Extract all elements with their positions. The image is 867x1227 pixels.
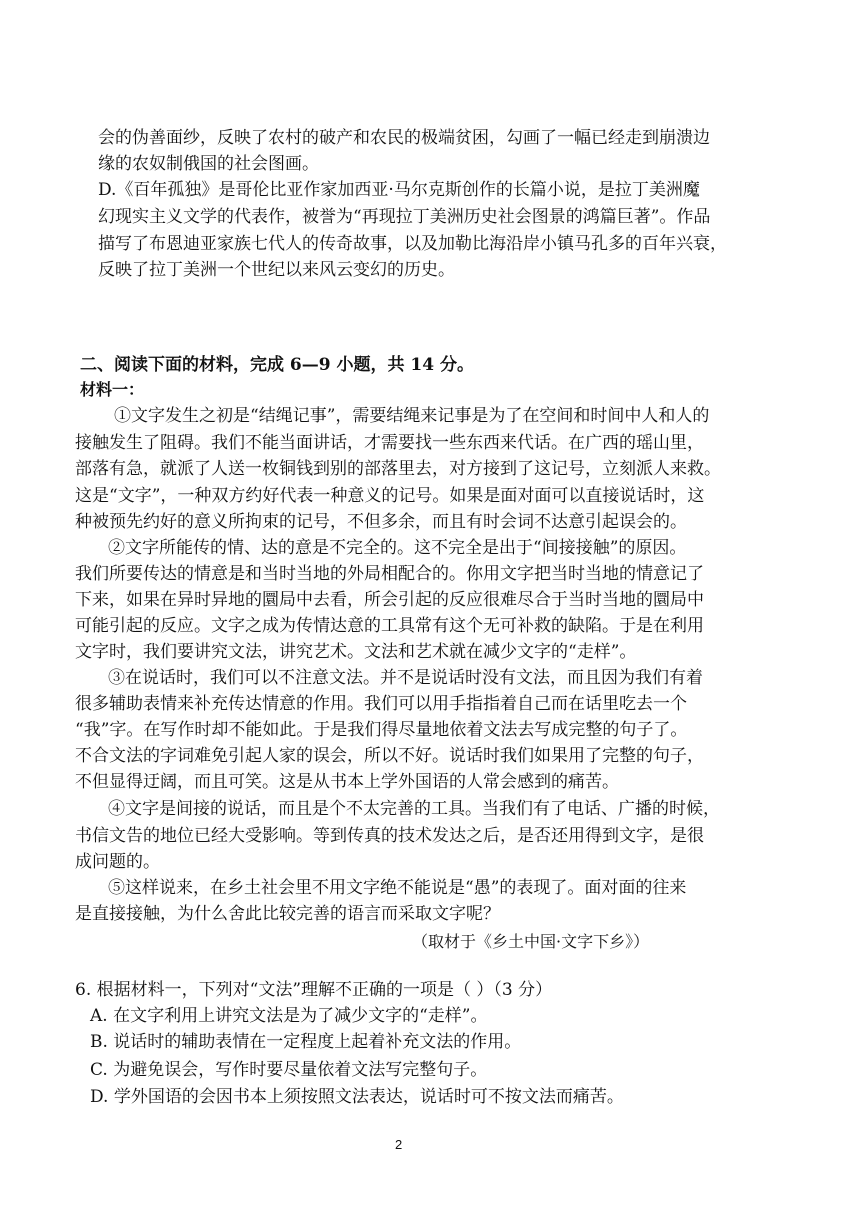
material-line-9: 可能引起的反应。文字之成为传情达意的工具常有这个无可补救的缺陷。于是在利用: [75, 616, 704, 636]
prev-passage-line-5: 描写了布恩迪亚家族七代人的传奇故事，以及加勒比海沿岸小镇马孔多的百年兴衰，: [98, 234, 727, 254]
section-heading: 二、阅读下面的材料，完成 6—9 小题，共 14 分。: [80, 355, 474, 375]
material-line-11: ③在说话时，我们可以不注意文法。并不是说话时没有文法，而且因为我们有着: [108, 668, 703, 688]
material-line-5: 种被预先约好的意义所拘束的记号，不但多余，而且有时会词不达意引起误会的。: [75, 512, 687, 532]
material-line-8: 下来，如果在异时异地的圜局中去看，所会引起的反应很难尽合于当时当地的圜局中: [75, 590, 704, 610]
material-line-2: 接触发生了阻碍。我们不能当面讲话，才需要找一些东西来代话。在广西的瑶山里，: [75, 433, 704, 453]
prev-passage-line-3: D.《百年孤独》是哥伦比亚作家加西亚·马尔克斯创作的长篇小说，是拉丁美洲魔: [98, 180, 700, 200]
question-6-option-b: B. 说话时的辅助表情在一定程度上起着补充文法的作用。: [90, 1032, 522, 1052]
prev-passage-line-1: 会的伪善面纱，反映了农村的破产和农民的极端贫困，勾画了一幅已经走到崩溃边: [98, 128, 710, 148]
material-line-19: ⑤这样说来，在乡土社会里不用文字绝不能说是“愚”的表现了。面对面的往来: [108, 878, 687, 898]
material-line-12: 很多辅助表情来补充传达情意的作用。我们可以用手指指着自己而在话里吃去一个: [75, 694, 687, 714]
material-line-3: 部落有急，就派了人送一枚铜钱到别的部落里去，对方接到了这记号，立刻派人来救。: [75, 459, 721, 479]
material-line-15: 不但显得迂阔，而且可笑。这是从书本上学外国语的人常会感到的痛苦。: [75, 772, 619, 792]
material-line-10: 文字时，我们要讲究文法，讲究艺术。文法和艺术就在减少文字的“走样”。: [75, 642, 637, 662]
material-line-16: ④文字是间接的说话，而且是个不太完善的工具。当我们有了电话、广播的时候，: [108, 799, 720, 819]
question-6-option-c: C. 为避免误会，写作时要尽量依着文法写完整句子。: [90, 1060, 488, 1080]
question-6-option-a: A. 在文字利用上讲究文法是为了减少文字的“走样”。: [90, 1006, 488, 1026]
question-6-option-d: D. 学外国语的会因书本上须按照文法表达，说话时可不按文法而痛苦。: [90, 1087, 624, 1107]
material-line-1: ①文字发生之初是“结绳记事”，需要结绳来记事是为了在空间和时间中人和人的: [114, 406, 710, 426]
material-line-6: ②文字所能传的情、达的意是不完全的。这不完全是出于“间接接触”的原因。: [108, 538, 687, 558]
material-line-18: 成问题的。: [75, 852, 160, 872]
material-label: 材料一：: [80, 380, 145, 399]
material-line-17: 书信文告的地位已经大受影响。等到传真的技术发达之后，是否还用得到文字，是很: [75, 826, 704, 846]
prev-passage-line-4: 幻现实主义文学的代表作，被誉为“再现拉丁美洲历史社会图景的鸿篇巨著”。作品: [98, 207, 711, 227]
material-source: （取材于《乡土中国·文字下乡》）: [412, 932, 650, 951]
prev-passage-line-2: 缘的农奴制俄国的社会图画。: [98, 154, 319, 174]
material-line-20: 是直接接触，为什么舍此比较完善的语言而采取文字呢？: [75, 904, 500, 924]
material-line-4: 这是“文字”，一种双方约好代表一种意义的记号。如果是面对面可以直接说话时，这: [75, 486, 705, 506]
prev-passage-line-6: 反映了拉丁美洲一个世纪以来风云变幻的历史。: [98, 260, 455, 280]
question-6-stem: 6. 根据材料一，下列对“文法”理解不正确的一项是（ ）（3 分）: [75, 980, 553, 1000]
material-line-7: 我们所要传达的情意是和当时当地的外局相配合的。你用文字把当时当地的情意记了: [75, 564, 704, 584]
material-line-13: “我”字。在写作时却不能如此。于是我们得尽量地依着文法去写成完整的句子了。: [75, 720, 688, 740]
page-number: 2: [395, 1137, 403, 1152]
material-line-14: 不合文法的字词难免引起人家的误会，所以不好。说话时我们如果用了完整的句子，: [75, 746, 704, 766]
